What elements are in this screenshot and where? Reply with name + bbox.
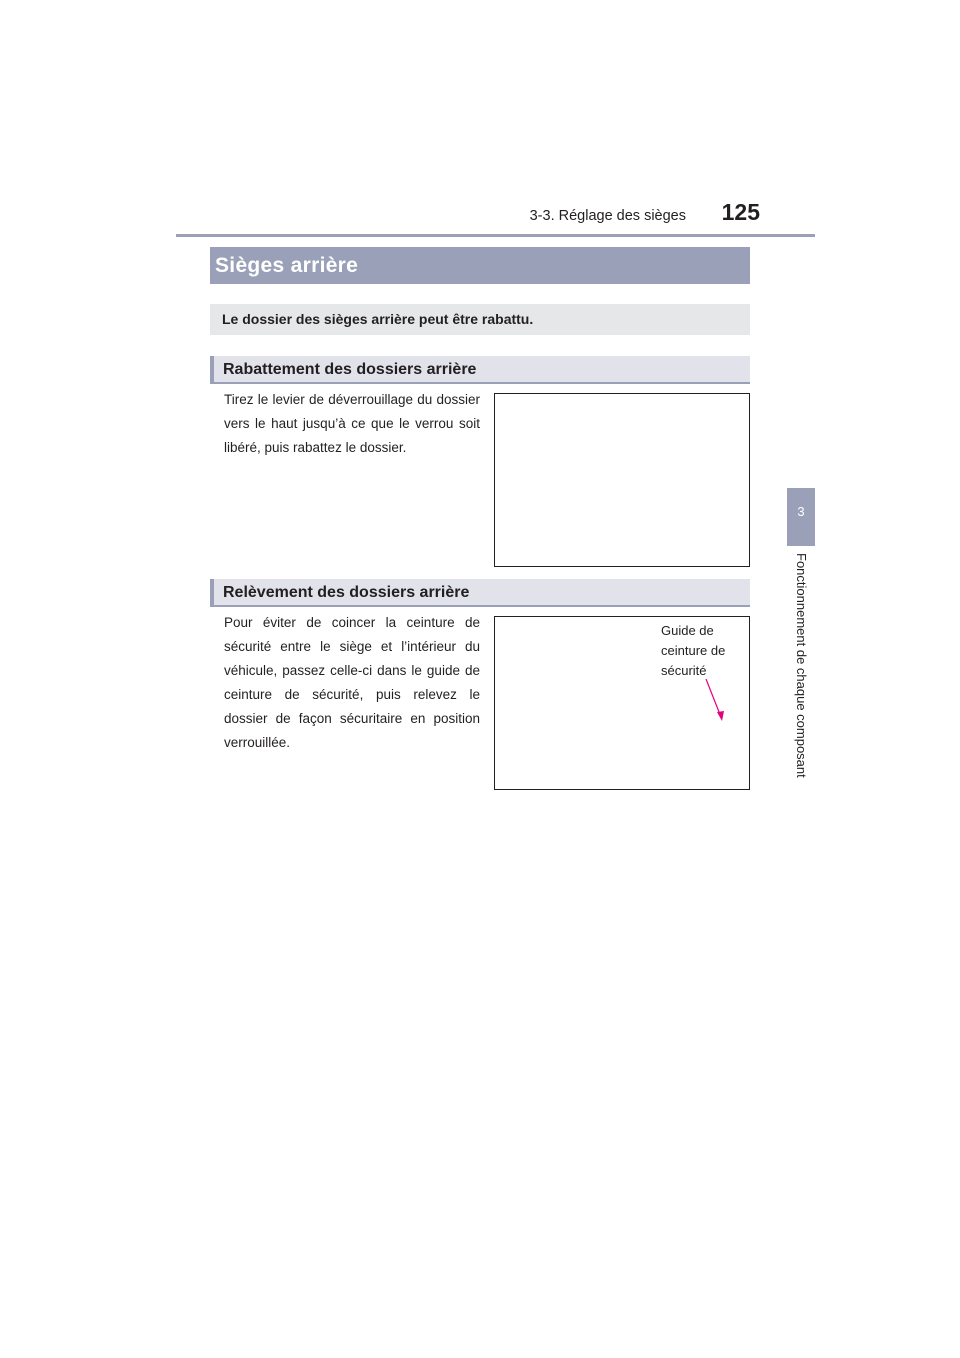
main-title: Sièges arrière [215,254,359,277]
folding-illustration [494,393,750,567]
chapter-number: 3 [797,504,805,519]
page-number: 125 [721,199,760,225]
subheading-folding-text: Rabattement des dossiers arrière [223,361,477,378]
raising-instructions: Pour éviter de coincer la ceinture de sécurité entre le siège et l’intérieur du véhicule, passez celle-ci dans le guide de ceinture de sécurité, puis relevez le dossier de façon sécuritaire en position verrouillée. [224,615,480,750]
chapter-title: Fonctionnement de chaque composant [794,553,809,778]
callout-line: ceinture de [661,643,726,658]
chapter-tab [787,488,815,546]
intro-box [210,304,750,335]
subheading-raising [210,579,750,607]
intro-text: Le dossier des sièges arrière peut être rabattu. [222,311,534,327]
callout-line: sécurité [661,663,707,678]
header-rule [176,234,815,237]
callout-line: Guide de [661,623,714,638]
raising-illustration [494,616,750,790]
main-title-banner [210,247,750,284]
subheading-raising-text: Relèvement des dossiers arrière [223,584,470,601]
section-label: 3-3. Réglage des sièges [529,208,686,224]
callout-arrow [495,617,749,789]
folding-instructions: Tirez le levier de déverrouillage du dossier vers le haut jusqu’à ce que le verrou soit libéré, puis rabattez le dossier. [224,392,480,455]
subheading-folding [210,356,750,384]
